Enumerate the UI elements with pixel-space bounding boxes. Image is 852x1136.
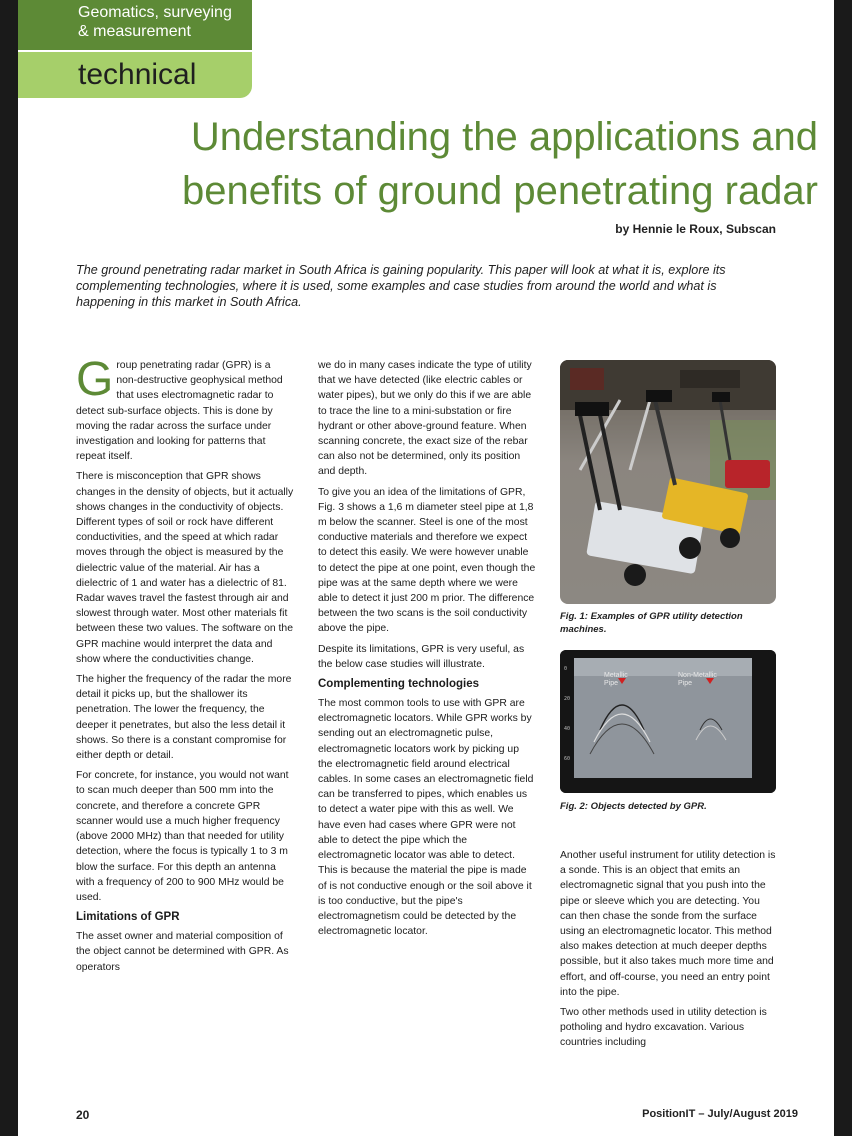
byline: by Hennie le Roux, Subscan [615,222,776,236]
title-line-2: benefits of ground penetrating radar [182,169,818,213]
paragraph-text: roup penetrating radar (GPR) is a non-destructive geophysical method that uses electromagnetic radar to detect sub-surface objects. This is done by moving the radar across the surface under investigation and looking for patterns that repeat itself. [76,360,283,463]
section-label-line2: & measurement [78,23,191,40]
label-text: Metallic [604,672,628,679]
svg-text:40: 40 [564,726,571,732]
paragraph: There is misconception that GPR shows changes in the density of objects, but it actually shows changes in the conductivity of objects. Different types of soil or rock have different conductivities, and the speed at which radar moves through the object is measured by the dielectric value of the material. Air has a dielectric of 1 and water has a dielectric of 81. Radar waves travel the fastest through air and slowest through water. Most other materials fit between these two values. The software on the GPR machine would interpret the data and show where the conductivities change. [76,471,294,665]
paragraph: Despite its limitations, GPR is very useful, as the below case studies will illustrate. [318,643,525,670]
publication-footer: PositionIT – July/August 2019 [642,1108,798,1120]
title-line-1: Understanding the applications and [190,115,818,159]
figure-2-caption: Fig. 2: Objects detected by GPR. [560,801,707,812]
label-text: Pipe [604,680,619,687]
label-text: Pipe [678,680,693,687]
gpr-machines-illustration [560,360,776,604]
section-label-line1: Geomatics, surveying [78,4,232,21]
non-metallic-pipe-label [678,672,717,688]
magazine-page [18,0,834,1136]
paragraph: we do in many cases indicate the type of utility that we have detected (like electric cables or water pipes), but we only do this if we are able to trace the line to a mini-substation or fire hydrant or other above-ground feature. When scanning concrete, the exact size of the rebar can also not be determined, only its position and depth. [318,360,532,478]
intro-paragraph: The ground penetrating radar market in South Africa is gaining popularity. This paper will look at what it is, explore its complementing technologies, where it is used, some examples and case studies from around the world and what is happening in this market in South Africa. [76,263,726,309]
metallic-pipe-label [604,672,628,688]
radargram-graphic [560,650,776,793]
svg-text:0: 0 [564,666,568,672]
text-column-3 [560,848,776,1056]
paragraph [76,353,294,464]
paragraph: For concrete, for instance, you would not want to scan much deeper than 500 mm into the concrete, and therefore a concrete GPR scanner would use a much higher frequency (above 2000 MHz) than that needed for utility detection, where the focus is typically 1 to 3 m blow the surface. For this depth an antenna with a frequency of 200 to 900 MHz would be used. [76,770,289,903]
svg-text:60: 60 [564,756,571,762]
figure-1-caption: Fig. 1: Examples of GPR utility detection machines. [560,611,743,635]
text-column-2 [318,358,536,944]
section-heading: Complementing technologies [318,678,480,691]
section-tab [18,0,252,50]
svg-text:20: 20 [564,696,571,702]
page-number: 20 [76,1108,90,1122]
drop-cap: G [76,353,114,406]
section-heading: Limitations of GPR [76,911,180,924]
paragraph: The most common tools to use with GPR are electromagnetic locators. While GPR works by sending out an electromagnetic pulse, electromagnetic locators work by picking up the electromagnetic field around electrical cables. In some cases an electromagnetic field can be transferred to pipes, which enables us to detect a water pipe with this as well. We have even had cases where GPR were not able to detect the pipe which the electromagnetic locator was able to detect. This is because the material the pipe is made of is not conductive enough or the soil above it is too conductive, but the pipe's electromagnetism could be detected by the electromagnetic locator. [318,698,534,938]
paragraph: The higher the frequency of the radar the more detail it picks up, but the shallower its penetration. The lower the frequency, the deeper it penetrates, but also the less detail it shows. So there is a constant compromise for either depth or detail. [76,674,292,762]
label-text: Non-Metallic [678,672,717,679]
paragraph: To give you an idea of the limitations of GPR, Fig. 3 shows a 1,6 m diameter steel pipe at 1,8 m below the scanner. Steel is one of the most conductive materials and therefore we expect to detect this easily. We were however unable to detect the pipe at one point, even though the pipe was at the same depth where we were able to detect it just 200 m prior. The difference between the two scans is the soil conductivity above the pipe. [318,486,536,635]
gpr-radargram [560,650,776,793]
article-title [78,110,818,218]
paragraph: Another useful instrument for utility detection is a sonde. This is an object that emits an electromagnetic signal that you push into the pipe or sleeve which you are detecting. You can then chase the sonde from the surface using an electromagnetic locator. This method also makes detection at much deeper depths possible, but it also takes much more time and effort, and off-course, you need an entry point into the pipe. [560,850,776,998]
gpr-machines-photo [560,360,776,604]
paragraph: Two other methods used in utility detection is potholing and hydro excavation. Various countries including [560,1007,767,1049]
paragraph: The asset owner and material composition of the object cannot be determined with GPR. As operators [76,931,289,973]
text-column-1 [76,353,294,980]
category-tab: technical [18,52,252,98]
